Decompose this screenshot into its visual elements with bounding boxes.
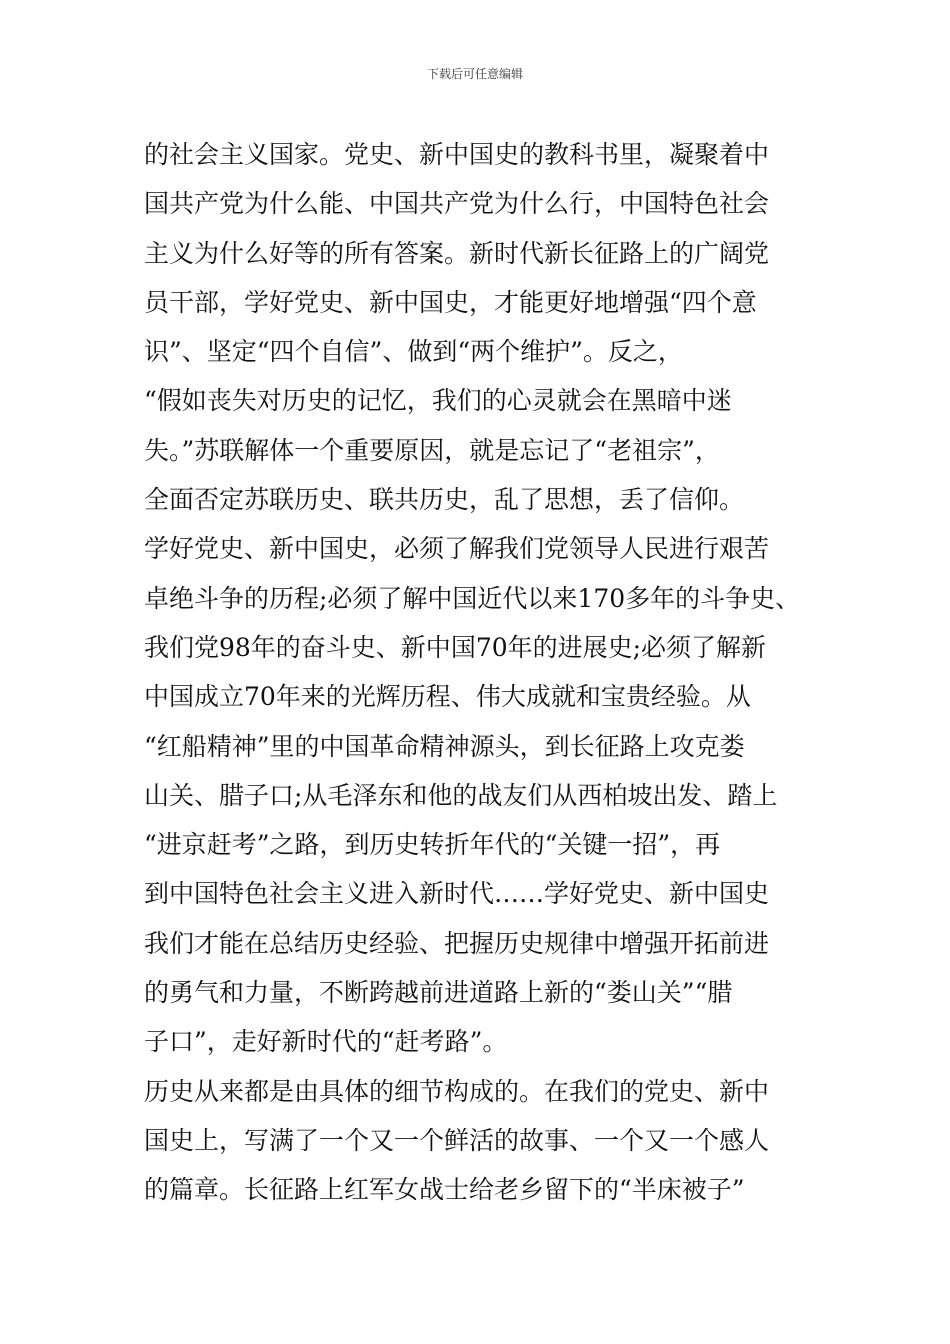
text-line: 到中国特色社会主义进入新时代……学好党史、新中国史 (144, 879, 770, 909)
text-line: 我们才能在总结历史经验、把握历史规律中增强开拓前进 (144, 928, 770, 958)
text-line: 失。”苏联解体一个重要原因，就是忘记了“老祖宗”， (144, 435, 720, 465)
text-line: “红船精神”里的中国革命精神源头，到长征路上攻克娄 (144, 731, 745, 761)
text-line: 员干部，学好党史、新中国史，才能更好地增强“四个意 (144, 287, 757, 317)
text-line: 识”、坚定“四个自信”、做到“两个维护”。反之， (144, 337, 683, 367)
text-line: 的勇气和力量，不断跨越前进道路上新的“娄山关”“腊 (144, 978, 733, 1008)
text-line: “进京赶考”之路，到历史转折年代的“关键一招”，再 (144, 830, 721, 860)
text-line: 主义为什么好等的所有答案。新时代新长征路上的广阔党 (144, 238, 770, 268)
text-line: 历史从来都是由具体的细节构成的。在我们的党史、新中 (144, 1076, 770, 1106)
document-body (144, 130, 824, 1215)
text-line: 的篇章。长征路上红军女战士给老乡留下的“半床被子” (144, 1175, 745, 1205)
page-header: 下载后可任意编辑 (426, 67, 523, 81)
text-line: 全面否定苏联历史、联共历史，乱了思想，丢了信仰。 (144, 485, 745, 515)
text-line: 中国成立70年来的光辉历程、伟大成就和宝贵经验。从 (144, 682, 751, 712)
text-line: 国史上，写满了一个又一个鲜活的故事、一个又一个感人 (144, 1125, 770, 1155)
text-line: 子口”，走好新时代的“赶考路”。 (144, 1027, 508, 1057)
text-line: 学好党史、新中国史，必须了解我们党领导人民进行艰苦 (144, 534, 770, 564)
text-line: 山关、腊子口;从毛泽东和他的战友们从西柏坡出发、踏上 (144, 780, 778, 810)
text-line: 卓绝斗争的历程;必须了解中国近代以来170多年的斗争史、 (144, 583, 801, 613)
text-line: 的社会主义国家。党史、新中国史的教科书里，凝聚着中 (144, 140, 770, 169)
text-line: 国共产党为什么能、中国共产党为什么行，中国特色社会 (144, 189, 770, 219)
text-line: 我们党98年的奋斗史、新中国70年的进展史;必须了解新 (144, 632, 767, 662)
text-line: “假如丧失对历史的记忆，我们的心灵就会在黑暗中迷 (144, 386, 732, 416)
